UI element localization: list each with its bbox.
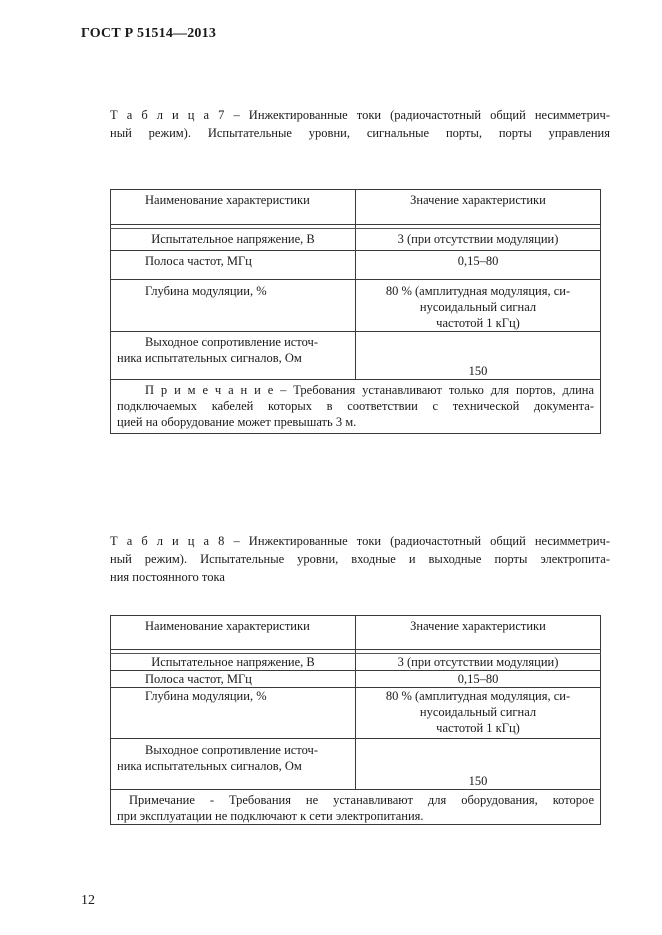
row-name: Глубина модуляции, %	[111, 688, 356, 739]
note-line: подключаемых кабелей которых в соответствии с технической документа-	[117, 399, 594, 413]
value-line: 80 % (амплитудная модуляция, си-	[385, 284, 571, 298]
row-name: Испытательное напряжение, В	[111, 229, 356, 251]
row-value	[356, 688, 601, 739]
row-value: 3 (при отсутствии модуляции)	[356, 229, 601, 251]
value-line: нусоидальный сигнал	[419, 705, 537, 719]
value-line: нусоидальный сигнал	[419, 300, 537, 314]
caption-line: Т а б л и ц а 7 – Инжектированные токи (радиочастотный общий несимметрич-	[110, 108, 610, 122]
value-line: частотой 1 кГц)	[436, 721, 520, 735]
name-line: Выходное сопротивление источ-	[145, 335, 318, 349]
row-name: Глубина модуляции, %	[111, 280, 356, 332]
row-value: 0,15–80	[356, 671, 601, 688]
table-header-row	[111, 616, 601, 650]
table-note-row	[111, 380, 601, 434]
table-row	[111, 280, 601, 332]
table-row	[111, 251, 601, 280]
table7-caption	[110, 106, 610, 142]
name-line: ника испытательных сигналов, Ом	[117, 351, 302, 365]
note-line: П р и м е ч а н и е – Требования устанавливают только для портов, длина	[145, 383, 594, 397]
table-row	[111, 688, 601, 739]
value-line: 80 % (амплитудная модуляция, си-	[385, 689, 571, 703]
caption-line: Т а б л и ц а 8 – Инжектированные токи (радиочастотный общий несимметрич-	[110, 534, 610, 548]
name-line: ника испытательных сигналов, Ом	[117, 759, 302, 773]
row-name: Испытательное напряжение, В	[111, 654, 356, 671]
caption-line: ный режим). Испытательные уровни, сигнальные порты, порты управления	[110, 126, 610, 140]
note-line: цией на оборудование может превышать 3 м.	[117, 415, 357, 429]
column-header-name: Наименование характеристики	[111, 616, 356, 650]
name-line: Выходное сопротивление источ-	[145, 743, 318, 757]
column-header-value: Значение характеристики	[356, 616, 601, 650]
page-number: 12	[81, 893, 95, 908]
table-row	[111, 654, 601, 671]
table-note-row	[111, 790, 601, 825]
caption-line: ный режим). Испытательные уровни, входные и выходные порты электропита-	[110, 552, 610, 566]
document-standard-header: ГОСТ Р 51514—2013	[81, 26, 217, 41]
table-note	[111, 790, 601, 825]
table7	[110, 189, 601, 434]
column-header-value: Значение характеристики	[356, 190, 601, 225]
row-name	[111, 739, 356, 790]
table8	[110, 615, 601, 825]
caption-line: ния постоянного тока	[110, 570, 225, 584]
row-value: 150	[356, 332, 601, 380]
row-value	[356, 280, 601, 332]
note-line: при эксплуатации не подключают к сети электропитания.	[117, 809, 424, 823]
row-value: 3 (при отсутствии модуляции)	[356, 654, 601, 671]
row-name: Полоса частот, МГц	[111, 251, 356, 280]
value-line: частотой 1 кГц)	[436, 316, 520, 330]
note-line: Примечание - Требования не устанавливают для оборудования, которое	[129, 793, 594, 807]
column-header-name: Наименование характеристики	[111, 190, 356, 225]
row-name: Полоса частот, МГц	[111, 671, 356, 688]
table8-caption	[110, 532, 610, 586]
row-value: 150	[356, 739, 601, 790]
table-header-row	[111, 190, 601, 225]
row-name	[111, 332, 356, 380]
table-row	[111, 229, 601, 251]
row-value: 0,15–80	[356, 251, 601, 280]
table-row	[111, 671, 601, 688]
table-row	[111, 332, 601, 380]
table-row	[111, 739, 601, 790]
table-note	[111, 380, 601, 434]
